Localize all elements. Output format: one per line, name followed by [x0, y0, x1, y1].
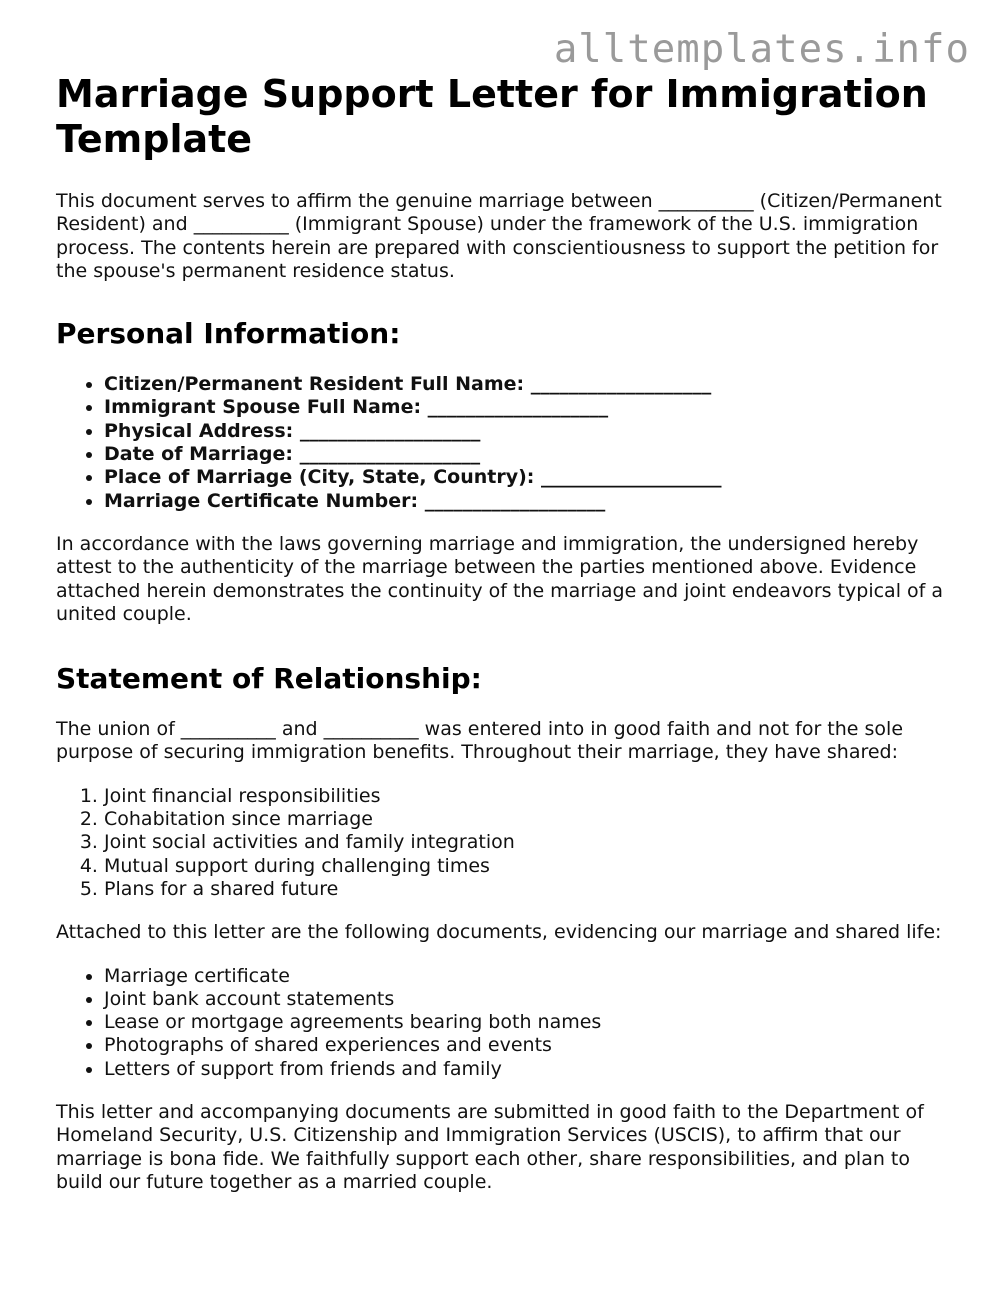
statement-of-relationship-heading: Statement of Relationship: [56, 662, 482, 696]
accordance-paragraph: In accordance with the laws governing marriage and immigration, the undersigned hereby attest to the authenticity of the marriage between the parties mentioned above. Evidence attached herein demonstrates the continuity of the marriage and joint endeavors typical of a united couple. [56, 532, 944, 625]
list-item: • Physical Address: ___________________ [104, 420, 946, 443]
attached-documents-intro: Attached to this letter are the following documents, evidencing our marriage and shared life: [56, 921, 942, 944]
list-item: • Immigrant Spouse Full Name: ___________________ [104, 396, 946, 419]
list-item: • Citizen/Permanent Resident Full Name: ___________________ [104, 373, 946, 396]
personal-information-list [56, 373, 946, 513]
document-page [56, 72, 946, 1214]
list-item: • Marriage certificate [104, 965, 946, 988]
list-item: • Place of Marriage (City, State, Country): ___________________ [104, 466, 946, 489]
shared-responsibilities-list [56, 785, 946, 901]
watermark: alltemplates.info [553, 27, 970, 72]
intro-paragraph: This document serves to affirm the genuine marriage between __________ (Citizen/Permanent Resident) and __________ (Immigrant Spouse) under the framework of the U.S. immigration process. The contents herein are prepared with conscientiousness to support the petition for the spouse's permanent residence status. [56, 190, 942, 282]
list-item: • Date of Marriage: ___________________ [104, 443, 946, 466]
list-item: 4. Mutual support during challenging times [104, 855, 946, 878]
personal-information-heading: Personal Information: [56, 317, 401, 351]
closing-paragraph: This letter and accompanying documents are submitted in good faith to the Department of Homeland Security, U.S. Citizenship and Immigration Services (USCIS), to affirm that our marriage is bona fide. We faithfully support each other, share responsibilities, and plan to build our future together as a married couple. [56, 1101, 924, 1193]
list-item: 3. Joint social activities and family integration [104, 831, 946, 854]
list-item: • Photographs of shared experiences and events [104, 1034, 946, 1057]
list-item: • Marriage Certificate Number: ___________________ [104, 490, 946, 513]
relationship-paragraph: The union of __________ and __________ was entered into in good faith and not for the sole purpose of securing immigration benefits. Throughout their marriage, they have shared: [56, 718, 904, 764]
list-item: 5. Plans for a shared future [104, 878, 946, 901]
list-item: • Joint bank account statements [104, 988, 946, 1011]
attached-documents-list [56, 965, 946, 1081]
list-item: • Lease or mortgage agreements bearing both names [104, 1011, 946, 1034]
list-item: • Letters of support from friends and family [104, 1058, 946, 1081]
list-item: 1. Joint financial responsibilities [104, 785, 946, 808]
document-title: Marriage Support Letter for Immigration Template [56, 72, 928, 161]
list-item: 2. Cohabitation since marriage [104, 808, 946, 831]
